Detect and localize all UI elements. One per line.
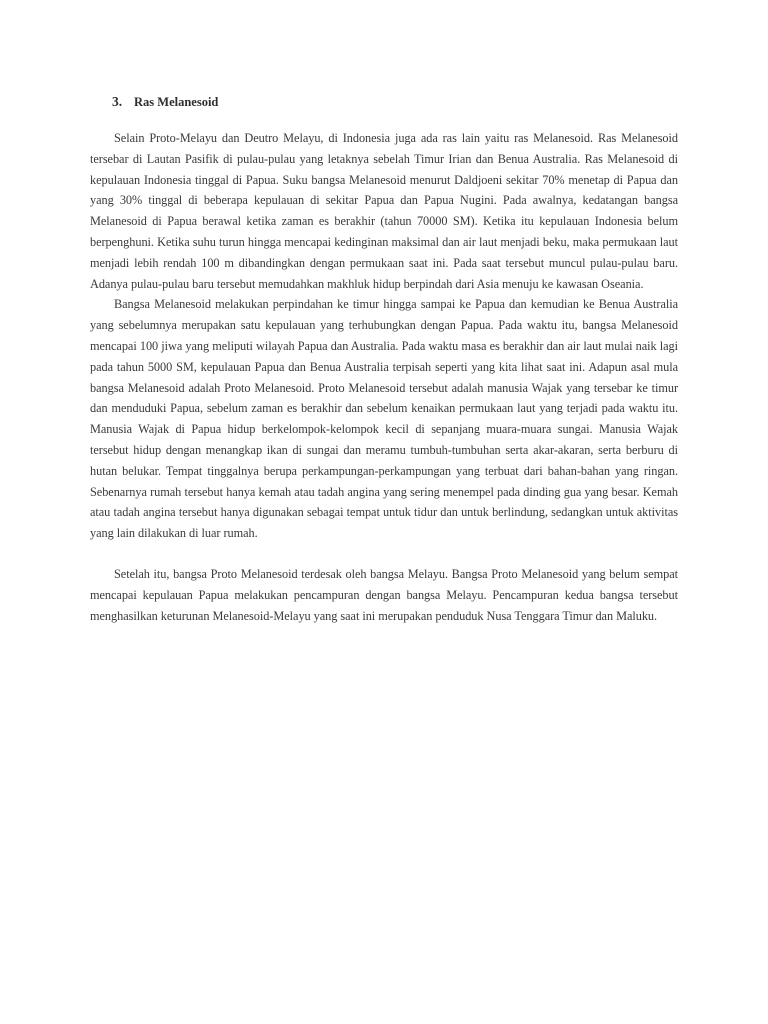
- paragraph-1: Selain Proto-Melayu dan Deutro Melayu, di Indonesia juga ada ras lain yaitu ras Melanesoid. Ras Melanesoid tersebar di Lautan Pasifik di pulau-pulau yang letaknya sebelah Timur Irian dan Benua Australia. Ras Melanesoid di kepulauan Indonesia tinggal di Papua. Suku bangsa Melanesoid menurut Daldjoeni sekitar 70% menetap di Papua dan yang 30% tinggal di beberapa kepulauan di sekitar Papua dan Papua Nugini. Pada awalnya, kedatangan bangsa Melanesoid di Papua berawal ketika zaman es berakhir (tahun 70000 SM). Ketika itu kepulauan Indonesia belum berpenghuni. Ketika suhu turun hingga mencapai kedinginan maksimal dan air laut menjadi beku, maka permukaan laut menjadi lebih rendah 100 m dibandingkan dengan permukaan saat ini. Pada saat tersebut muncul pulau-pulau baru. Adanya pulau-pulau baru tersebut memudahkan makhluk hidup berpindah dari Asia menuju ke kawasan Oseania.: [90, 131, 678, 291]
- paragraph-2: Bangsa Melanesoid melakukan perpindahan ke timur hingga sampai ke Papua dan kemudian ke Benua Australia yang sebelumnya merupakan satu kepulauan yang terhubungkan dengan Papua. Pada waktu itu, bangsa Melanesoid mencapai 100 jiwa yang meliputi wilayah Papua dan Australia. Pada waktu masa es berakhir dan air laut mulai naik lagi pada tahun 5000 SM, kepulauan Papua dan Benua Australia terpisah seperti yang kita lihat saat ini. Adapun asal mula bangsa Melanesoid adalah Proto Melanesoid. Proto Melanesoid tersebut adalah manusia Wajak yang tersebar ke timur dan menduduki Papua, sebelum zaman es berakhir dan sebelum kenaikan permukaan laut yang terjadi pada waktu itu. Manusia Wajak di Papua hidup berkelompok-kelompok kecil di sepanjang muara-muara sungai. Manusia Wajak tersebut hidup dengan menangkap ikan di sungai dan meramu tumbuh-tumbuhan serta akar-akaran, serta berburu di hutan belukar. Tempat tinggalnya berupa perkampungan-perkampungan yang terbuat dari bahan-bahan yang ringan. Sebenarnya rumah tersebut hanya kemah atau tadah angina yang sering menempel pada dinding gua yang besar. Kemah atau tadah angina tersebut hanya digunakan sebagai tempat untuk tidur dan untuk berlindung, sedangkan untuk aktivitas yang lain dilakukan di luar rumah.: [90, 297, 678, 541]
- section-number: 3.: [112, 94, 123, 109]
- section-heading: [112, 94, 678, 114]
- paragraph-3: Setelah itu, bangsa Proto Melanesoid terdesak oleh bangsa Melayu. Bangsa Proto Melanesoid yang belum sempat mencapai kepulauan Papua melakukan pencampuran dengan bangsa Melayu. Pencampuran kedua bangsa tersebut menghasilkan keturunan Melanesoid-Melayu yang saat ini merupakan penduduk Nusa Tenggara Timur dan Maluku.: [90, 566, 678, 623]
- section-title: Ras Melanesoid: [134, 95, 219, 109]
- document-page: [90, 94, 678, 626]
